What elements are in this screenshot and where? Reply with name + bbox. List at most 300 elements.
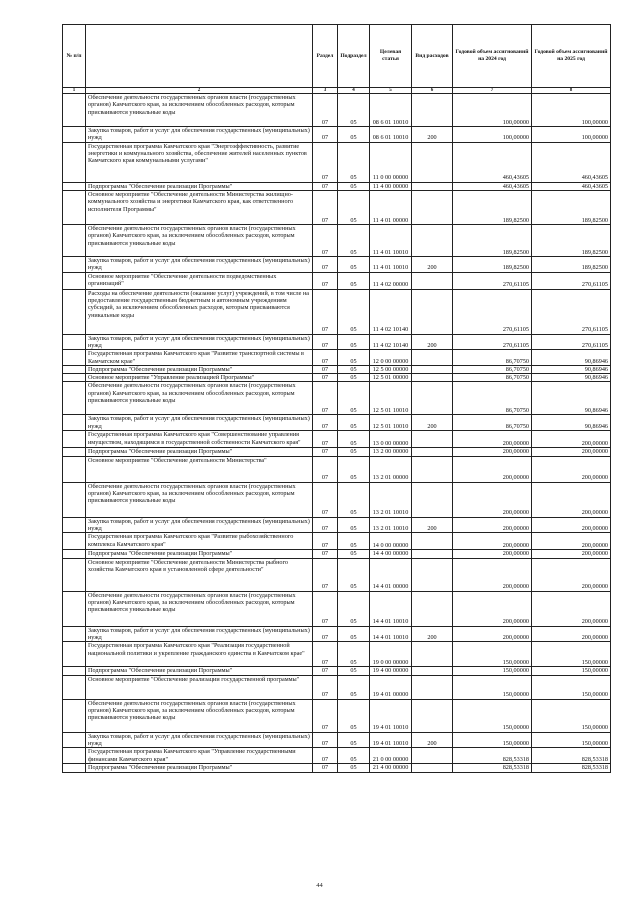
table-row (63, 482, 611, 517)
row-section: 07 (313, 482, 338, 517)
row-section: 07 (313, 448, 338, 456)
row-target-article: 08 6 01 10010 (370, 94, 412, 127)
row-expense-type (412, 365, 453, 373)
header-row (63, 25, 611, 88)
table-row (63, 456, 611, 482)
row-name: Подпрограмма "Обеспечение реализации Программы" (86, 667, 313, 675)
row-number (63, 190, 86, 224)
row-target-article: 14 4 01 10010 (370, 626, 412, 642)
row-expense-type (412, 642, 453, 667)
row-amount-2025: 828,53318 (532, 748, 611, 764)
row-name: Закупка товаров, работ и услуг для обеспечения государственных (муниципальных) нужд (86, 626, 313, 642)
row-number (63, 667, 86, 675)
row-target-article: 13 0 00 00000 (370, 431, 412, 448)
table-row (63, 224, 611, 256)
row-section: 07 (313, 94, 338, 127)
row-name: Обеспечение деятельности государственных органов власти (государственных органов) Камчатского края, за исключением обособленных расходов, которым присваиваются уникальные коды (86, 699, 313, 732)
row-expense-type (412, 182, 453, 190)
row-number (63, 591, 86, 626)
row-amount-2024: 100,00000 (453, 94, 532, 127)
row-subsection: 05 (338, 182, 370, 190)
row-number (63, 365, 86, 373)
row-target-article: 08 6 01 10010 (370, 127, 412, 143)
row-amount-2025: 150,00000 (532, 732, 611, 748)
table-row (63, 667, 611, 675)
row-expense-type: 200 (412, 517, 453, 533)
table-row (63, 732, 611, 748)
row-number (63, 517, 86, 533)
row-number (63, 256, 86, 272)
row-number (63, 448, 86, 456)
row-section: 07 (313, 224, 338, 256)
row-subsection: 05 (338, 374, 370, 382)
row-section: 07 (313, 748, 338, 764)
row-subsection: 05 (338, 456, 370, 482)
table-row (63, 431, 611, 448)
row-amount-2025: 270,61105 (532, 272, 611, 289)
row-number (63, 94, 86, 127)
row-section: 07 (313, 334, 338, 350)
row-section: 07 (313, 732, 338, 748)
row-number (63, 626, 86, 642)
row-target-article: 11 4 01 00000 (370, 190, 412, 224)
row-section: 07 (313, 415, 338, 431)
row-amount-2025: 189,82500 (532, 256, 611, 272)
row-target-article: 12 0 00 00000 (370, 350, 412, 366)
table-row (63, 675, 611, 699)
row-section: 07 (313, 533, 338, 550)
row-expense-type (412, 289, 453, 334)
row-section: 07 (313, 626, 338, 642)
row-subsection: 05 (338, 550, 370, 558)
row-amount-2025: 200,00000 (532, 482, 611, 517)
row-target-article: 19 4 01 10010 (370, 732, 412, 748)
row-expense-type (412, 448, 453, 456)
row-expense-type (412, 558, 453, 591)
row-section: 07 (313, 190, 338, 224)
row-amount-2024: 270,61105 (453, 334, 532, 350)
row-amount-2024: 189,82500 (453, 256, 532, 272)
row-amount-2024: 150,00000 (453, 642, 532, 667)
row-amount-2024: 200,00000 (453, 448, 532, 456)
column-number: 8 (532, 88, 611, 94)
row-name: Основное мероприятие "Обеспечение деятельности подведомственных организаций" (86, 272, 313, 289)
row-target-article: 13 2 01 10010 (370, 482, 412, 517)
row-amount-2024: 150,00000 (453, 732, 532, 748)
column-number: 4 (338, 88, 370, 94)
row-number (63, 456, 86, 482)
row-amount-2024: 200,00000 (453, 431, 532, 448)
header-2024: Годовой объем ассигнований на 2024 год (453, 25, 532, 88)
row-section: 07 (313, 456, 338, 482)
row-subsection: 05 (338, 289, 370, 334)
row-number (63, 550, 86, 558)
row-expense-type (412, 699, 453, 732)
table-row (63, 272, 611, 289)
row-expense-type: 200 (412, 415, 453, 431)
row-amount-2025: 200,00000 (532, 517, 611, 533)
row-amount-2024: 200,00000 (453, 533, 532, 550)
row-subsection: 05 (338, 142, 370, 182)
row-section: 07 (313, 382, 338, 415)
row-target-article: 14 4 00 00000 (370, 550, 412, 558)
header-2025: Годовой объем ассигнований на 2025 год (532, 25, 611, 88)
row-section: 07 (313, 127, 338, 143)
table-row (63, 350, 611, 366)
column-number: 1 (63, 88, 86, 94)
row-name: Государственная программа Камчатского края "Реализация государственной национальной политики и укрепление гражданского единства в Камчатском крае" (86, 642, 313, 667)
row-amount-2025: 200,00000 (532, 448, 611, 456)
row-number (63, 431, 86, 448)
row-subsection: 05 (338, 626, 370, 642)
row-expense-type (412, 224, 453, 256)
row-section: 07 (313, 431, 338, 448)
row-name: Подпрограмма "Обеспечение реализации Программы" (86, 365, 313, 373)
table-row (63, 517, 611, 533)
row-subsection: 05 (338, 272, 370, 289)
row-number (63, 127, 86, 143)
row-name: Подпрограмма "Обеспечение реализации Программы" (86, 550, 313, 558)
table-row (63, 334, 611, 350)
row-name: Основное мероприятие "Обеспечение деятельности Министерства" (86, 456, 313, 482)
row-number (63, 558, 86, 591)
table-row (63, 182, 611, 190)
row-subsection: 05 (338, 748, 370, 764)
row-target-article: 11 4 02 10140 (370, 334, 412, 350)
row-target-article: 13 2 01 10010 (370, 517, 412, 533)
row-target-article: 11 4 02 00000 (370, 272, 412, 289)
row-section: 07 (313, 558, 338, 591)
header-number: № п/п (63, 25, 86, 88)
row-subsection: 05 (338, 591, 370, 626)
header-subsection: Подраздел (338, 25, 370, 88)
header-name (86, 25, 313, 88)
table-row (63, 382, 611, 415)
row-amount-2025: 90,86946 (532, 350, 611, 366)
row-expense-type (412, 482, 453, 517)
row-name: Обеспечение деятельности государственных органов власти (государственных органов) Камчатского края, за исключением обособленных расходов, которым присваиваются уникальные коды (86, 482, 313, 517)
row-section: 07 (313, 699, 338, 732)
row-target-article: 19 4 00 00000 (370, 667, 412, 675)
column-number: 2 (86, 88, 313, 94)
row-name: Расходы на обеспечение деятельности (оказание услуг) учреждений, в том числе на предоставление государственным бюджетным и автономным учреждениям субсидий, за исключением обособленных расходов, которым присваиваются уникальные коды (86, 289, 313, 334)
column-number: 6 (412, 88, 453, 94)
row-subsection: 05 (338, 415, 370, 431)
row-section: 07 (313, 675, 338, 699)
row-target-article: 11 4 01 10010 (370, 256, 412, 272)
header-section: Раздел (313, 25, 338, 88)
table-row (63, 374, 611, 382)
row-name: Основное мероприятие "Обеспечение деятельности Министерства жилищно-коммунального хозяйства и энергетики Камчатского края, как ответственного исполнителя Программы" (86, 190, 313, 224)
row-section: 07 (313, 272, 338, 289)
row-name: Закупка товаров, работ и услуг для обеспечения государственных (муниципальных) нужд (86, 517, 313, 533)
row-expense-type (412, 748, 453, 764)
row-subsection: 05 (338, 256, 370, 272)
row-subsection: 05 (338, 675, 370, 699)
row-target-article: 12 5 01 00000 (370, 374, 412, 382)
row-section: 07 (313, 350, 338, 366)
row-target-article: 11 4 02 10140 (370, 289, 412, 334)
row-amount-2025: 150,00000 (532, 675, 611, 699)
row-subsection: 05 (338, 190, 370, 224)
row-amount-2024: 86,70750 (453, 374, 532, 382)
row-target-article: 11 4 01 10010 (370, 224, 412, 256)
row-expense-type: 200 (412, 732, 453, 748)
row-amount-2024: 200,00000 (453, 550, 532, 558)
row-amount-2024: 200,00000 (453, 456, 532, 482)
row-name: Государственная программа Камчатского края "Энергоэффективность, развитие энергетики и коммунального хозяйства, обеспечение жителей населенных пунктов Камчатского края коммунальными услугами" (86, 142, 313, 182)
table-row (63, 558, 611, 591)
row-amount-2025: 100,00000 (532, 94, 611, 127)
row-amount-2024: 150,00000 (453, 699, 532, 732)
row-amount-2025: 828,53318 (532, 764, 611, 772)
row-number (63, 350, 86, 366)
row-amount-2025: 90,86946 (532, 365, 611, 373)
row-number (63, 382, 86, 415)
row-expense-type (412, 142, 453, 182)
row-subsection: 05 (338, 533, 370, 550)
row-expense-type (412, 456, 453, 482)
row-expense-type (412, 382, 453, 415)
row-expense-type (412, 533, 453, 550)
row-amount-2025: 460,43605 (532, 182, 611, 190)
row-name: Основное мероприятие "Обеспечение реализации государственной программы" (86, 675, 313, 699)
row-subsection: 05 (338, 448, 370, 456)
row-expense-type: 200 (412, 127, 453, 143)
row-number (63, 482, 86, 517)
column-number: 5 (370, 88, 412, 94)
header-target-article: Целевая статья (370, 25, 412, 88)
row-target-article: 11 0 00 00000 (370, 142, 412, 182)
row-name: Основное мероприятие "Обеспечение деятельности Министерства рыбного хозяйства Камчатского края в установленной сфере деятельности" (86, 558, 313, 591)
table-row (63, 142, 611, 182)
row-subsection: 05 (338, 732, 370, 748)
row-name: Основное мероприятие "Управление реализацией Программы" (86, 374, 313, 382)
row-section: 07 (313, 642, 338, 667)
row-amount-2025: 189,82500 (532, 190, 611, 224)
row-number (63, 272, 86, 289)
row-name: Обеспечение деятельности государственных органов власти (государственных органов) Камчатского края, за исключением обособленных расходов, которым присваиваются уникальные коды (86, 224, 313, 256)
row-expense-type (412, 550, 453, 558)
row-number (63, 732, 86, 748)
row-number (63, 748, 86, 764)
row-name: Закупка товаров, работ и услуг для обеспечения государственных (муниципальных) нужд (86, 127, 313, 143)
row-amount-2024: 150,00000 (453, 667, 532, 675)
row-number (63, 182, 86, 190)
row-target-article: 19 0 00 00000 (370, 642, 412, 667)
row-target-article: 13 2 00 00000 (370, 448, 412, 456)
row-target-article: 21 4 00 00000 (370, 764, 412, 772)
row-amount-2024: 460,43605 (453, 142, 532, 182)
row-subsection: 05 (338, 431, 370, 448)
row-name: Закупка товаров, работ и услуг для обеспечения государственных (муниципальных) нужд (86, 732, 313, 748)
row-number (63, 699, 86, 732)
row-section: 07 (313, 374, 338, 382)
table-row (63, 642, 611, 667)
table-row (63, 289, 611, 334)
row-subsection: 05 (338, 558, 370, 591)
row-expense-type (412, 350, 453, 366)
row-number (63, 642, 86, 667)
row-name: Закупка товаров, работ и услуг для обеспечения государственных (муниципальных) нужд (86, 256, 313, 272)
row-amount-2025: 200,00000 (532, 558, 611, 591)
row-subsection: 05 (338, 334, 370, 350)
row-amount-2025: 460,43605 (532, 142, 611, 182)
table-row (63, 699, 611, 732)
row-amount-2025: 90,86946 (532, 415, 611, 431)
row-amount-2025: 150,00000 (532, 699, 611, 732)
row-amount-2025: 100,00000 (532, 127, 611, 143)
row-amount-2025: 270,61105 (532, 289, 611, 334)
row-section: 07 (313, 591, 338, 626)
table-row (63, 415, 611, 431)
row-amount-2025: 90,86946 (532, 382, 611, 415)
table-row (63, 365, 611, 373)
row-amount-2024: 200,00000 (453, 517, 532, 533)
row-amount-2024: 828,53318 (453, 764, 532, 772)
row-expense-type: 200 (412, 626, 453, 642)
row-amount-2025: 200,00000 (532, 626, 611, 642)
row-expense-type: 200 (412, 256, 453, 272)
row-amount-2024: 270,61105 (453, 289, 532, 334)
row-section: 07 (313, 517, 338, 533)
row-target-article: 12 5 01 10010 (370, 382, 412, 415)
row-section: 07 (313, 289, 338, 334)
row-expense-type (412, 374, 453, 382)
row-number (63, 675, 86, 699)
row-amount-2024: 460,43605 (453, 182, 532, 190)
table-row (63, 533, 611, 550)
row-subsection: 05 (338, 350, 370, 366)
table-row (63, 94, 611, 127)
row-expense-type (412, 764, 453, 772)
table-row (63, 748, 611, 764)
row-amount-2024: 86,70750 (453, 350, 532, 366)
row-amount-2024: 200,00000 (453, 482, 532, 517)
row-section: 07 (313, 365, 338, 373)
row-amount-2024: 200,00000 (453, 591, 532, 626)
row-number (63, 224, 86, 256)
row-number (63, 334, 86, 350)
column-number: 7 (453, 88, 532, 94)
table-row (63, 550, 611, 558)
row-section: 07 (313, 550, 338, 558)
row-number (63, 764, 86, 772)
row-subsection: 05 (338, 517, 370, 533)
row-expense-type (412, 272, 453, 289)
row-subsection: 05 (338, 365, 370, 373)
row-subsection: 05 (338, 482, 370, 517)
row-amount-2024: 150,00000 (453, 675, 532, 699)
row-amount-2024: 189,82500 (453, 224, 532, 256)
row-amount-2025: 200,00000 (532, 550, 611, 558)
row-amount-2025: 150,00000 (532, 642, 611, 667)
row-subsection: 05 (338, 382, 370, 415)
row-target-article: 13 2 01 00000 (370, 456, 412, 482)
table-row (63, 127, 611, 143)
row-amount-2024: 86,70750 (453, 382, 532, 415)
table-body (63, 94, 611, 773)
row-name: Подпрограмма "Обеспечение реализации Программы" (86, 448, 313, 456)
table-row (63, 626, 611, 642)
table-row (63, 448, 611, 456)
table-row (63, 190, 611, 224)
row-name: Государственная программа Камчатского края "Развитие рыбохозяйственного комплекса Камчатского края" (86, 533, 313, 550)
row-name: Закупка товаров, работ и услуг для обеспечения государственных (муниципальных) нужд (86, 415, 313, 431)
row-name: Государственная программа Камчатского края "Совершенствование управления имуществом, находящимся в государственной собственности Камчатского края" (86, 431, 313, 448)
row-subsection: 05 (338, 667, 370, 675)
row-target-article: 19 4 01 10010 (370, 699, 412, 732)
row-amount-2024: 100,00000 (453, 127, 532, 143)
row-target-article: 11 4 00 00000 (370, 182, 412, 190)
row-target-article: 12 5 00 00000 (370, 365, 412, 373)
page-number: 44 (316, 882, 323, 889)
row-expense-type (412, 675, 453, 699)
row-expense-type (412, 667, 453, 675)
row-amount-2025: 200,00000 (532, 456, 611, 482)
row-subsection: 05 (338, 224, 370, 256)
row-expense-type (412, 190, 453, 224)
row-target-article: 12 5 01 10010 (370, 415, 412, 431)
row-expense-type (412, 94, 453, 127)
row-amount-2024: 828,53318 (453, 748, 532, 764)
row-expense-type: 200 (412, 334, 453, 350)
row-section: 07 (313, 256, 338, 272)
row-section: 07 (313, 667, 338, 675)
row-name: Обеспечение деятельности государственных органов власти (государственных органов) Камчатского края, за исключением обособленных расходов, которым присваиваются уникальные коды (86, 591, 313, 626)
row-name: Обеспечение деятельности государственных органов власти (государственных органов) Камчатского края, за исключением обособленных расходов, которым присваиваются уникальные коды (86, 382, 313, 415)
row-name: Обеспечение деятельности государственных органов власти (государственных органов) Камчатского края, за исключением обособленных расходов, которым присваиваются уникальные коды (86, 94, 313, 127)
row-amount-2025: 200,00000 (532, 533, 611, 550)
table-row (63, 764, 611, 772)
row-section: 07 (313, 182, 338, 190)
row-target-article: 14 4 01 00000 (370, 558, 412, 591)
row-subsection: 05 (338, 764, 370, 772)
table-row (63, 256, 611, 272)
row-target-article: 21 0 00 00000 (370, 748, 412, 764)
row-number (63, 533, 86, 550)
row-number (63, 374, 86, 382)
row-name: Подпрограмма "Обеспечение реализации Программы" (86, 182, 313, 190)
table-row (63, 591, 611, 626)
budget-table (62, 24, 611, 773)
row-amount-2025: 150,00000 (532, 667, 611, 675)
row-name: Закупка товаров, работ и услуг для обеспечения государственных (муниципальных) нужд (86, 334, 313, 350)
row-amount-2025: 270,61105 (532, 334, 611, 350)
row-section: 07 (313, 764, 338, 772)
row-name: Государственная программа Камчатского края "Управление государственными финансами Камчатского края" (86, 748, 313, 764)
row-amount-2024: 200,00000 (453, 626, 532, 642)
row-subsection: 05 (338, 127, 370, 143)
column-number: 3 (313, 88, 338, 94)
header-expense-type: Вид расходов (412, 25, 453, 88)
row-name: Государственная программа Камчатского края "Развитие транспортной системы в Камчатском крае" (86, 350, 313, 366)
row-expense-type (412, 431, 453, 448)
row-amount-2024: 270,61105 (453, 272, 532, 289)
row-section: 07 (313, 142, 338, 182)
row-amount-2025: 200,00000 (532, 591, 611, 626)
row-target-article: 14 0 00 00000 (370, 533, 412, 550)
row-number (63, 289, 86, 334)
row-amount-2024: 200,00000 (453, 558, 532, 591)
row-number (63, 142, 86, 182)
row-amount-2024: 86,70750 (453, 365, 532, 373)
row-amount-2025: 189,82500 (532, 224, 611, 256)
row-name: Подпрограмма "Обеспечение реализации Программы" (86, 764, 313, 772)
row-subsection: 05 (338, 699, 370, 732)
row-amount-2025: 90,86946 (532, 374, 611, 382)
row-target-article: 19 4 01 00000 (370, 675, 412, 699)
